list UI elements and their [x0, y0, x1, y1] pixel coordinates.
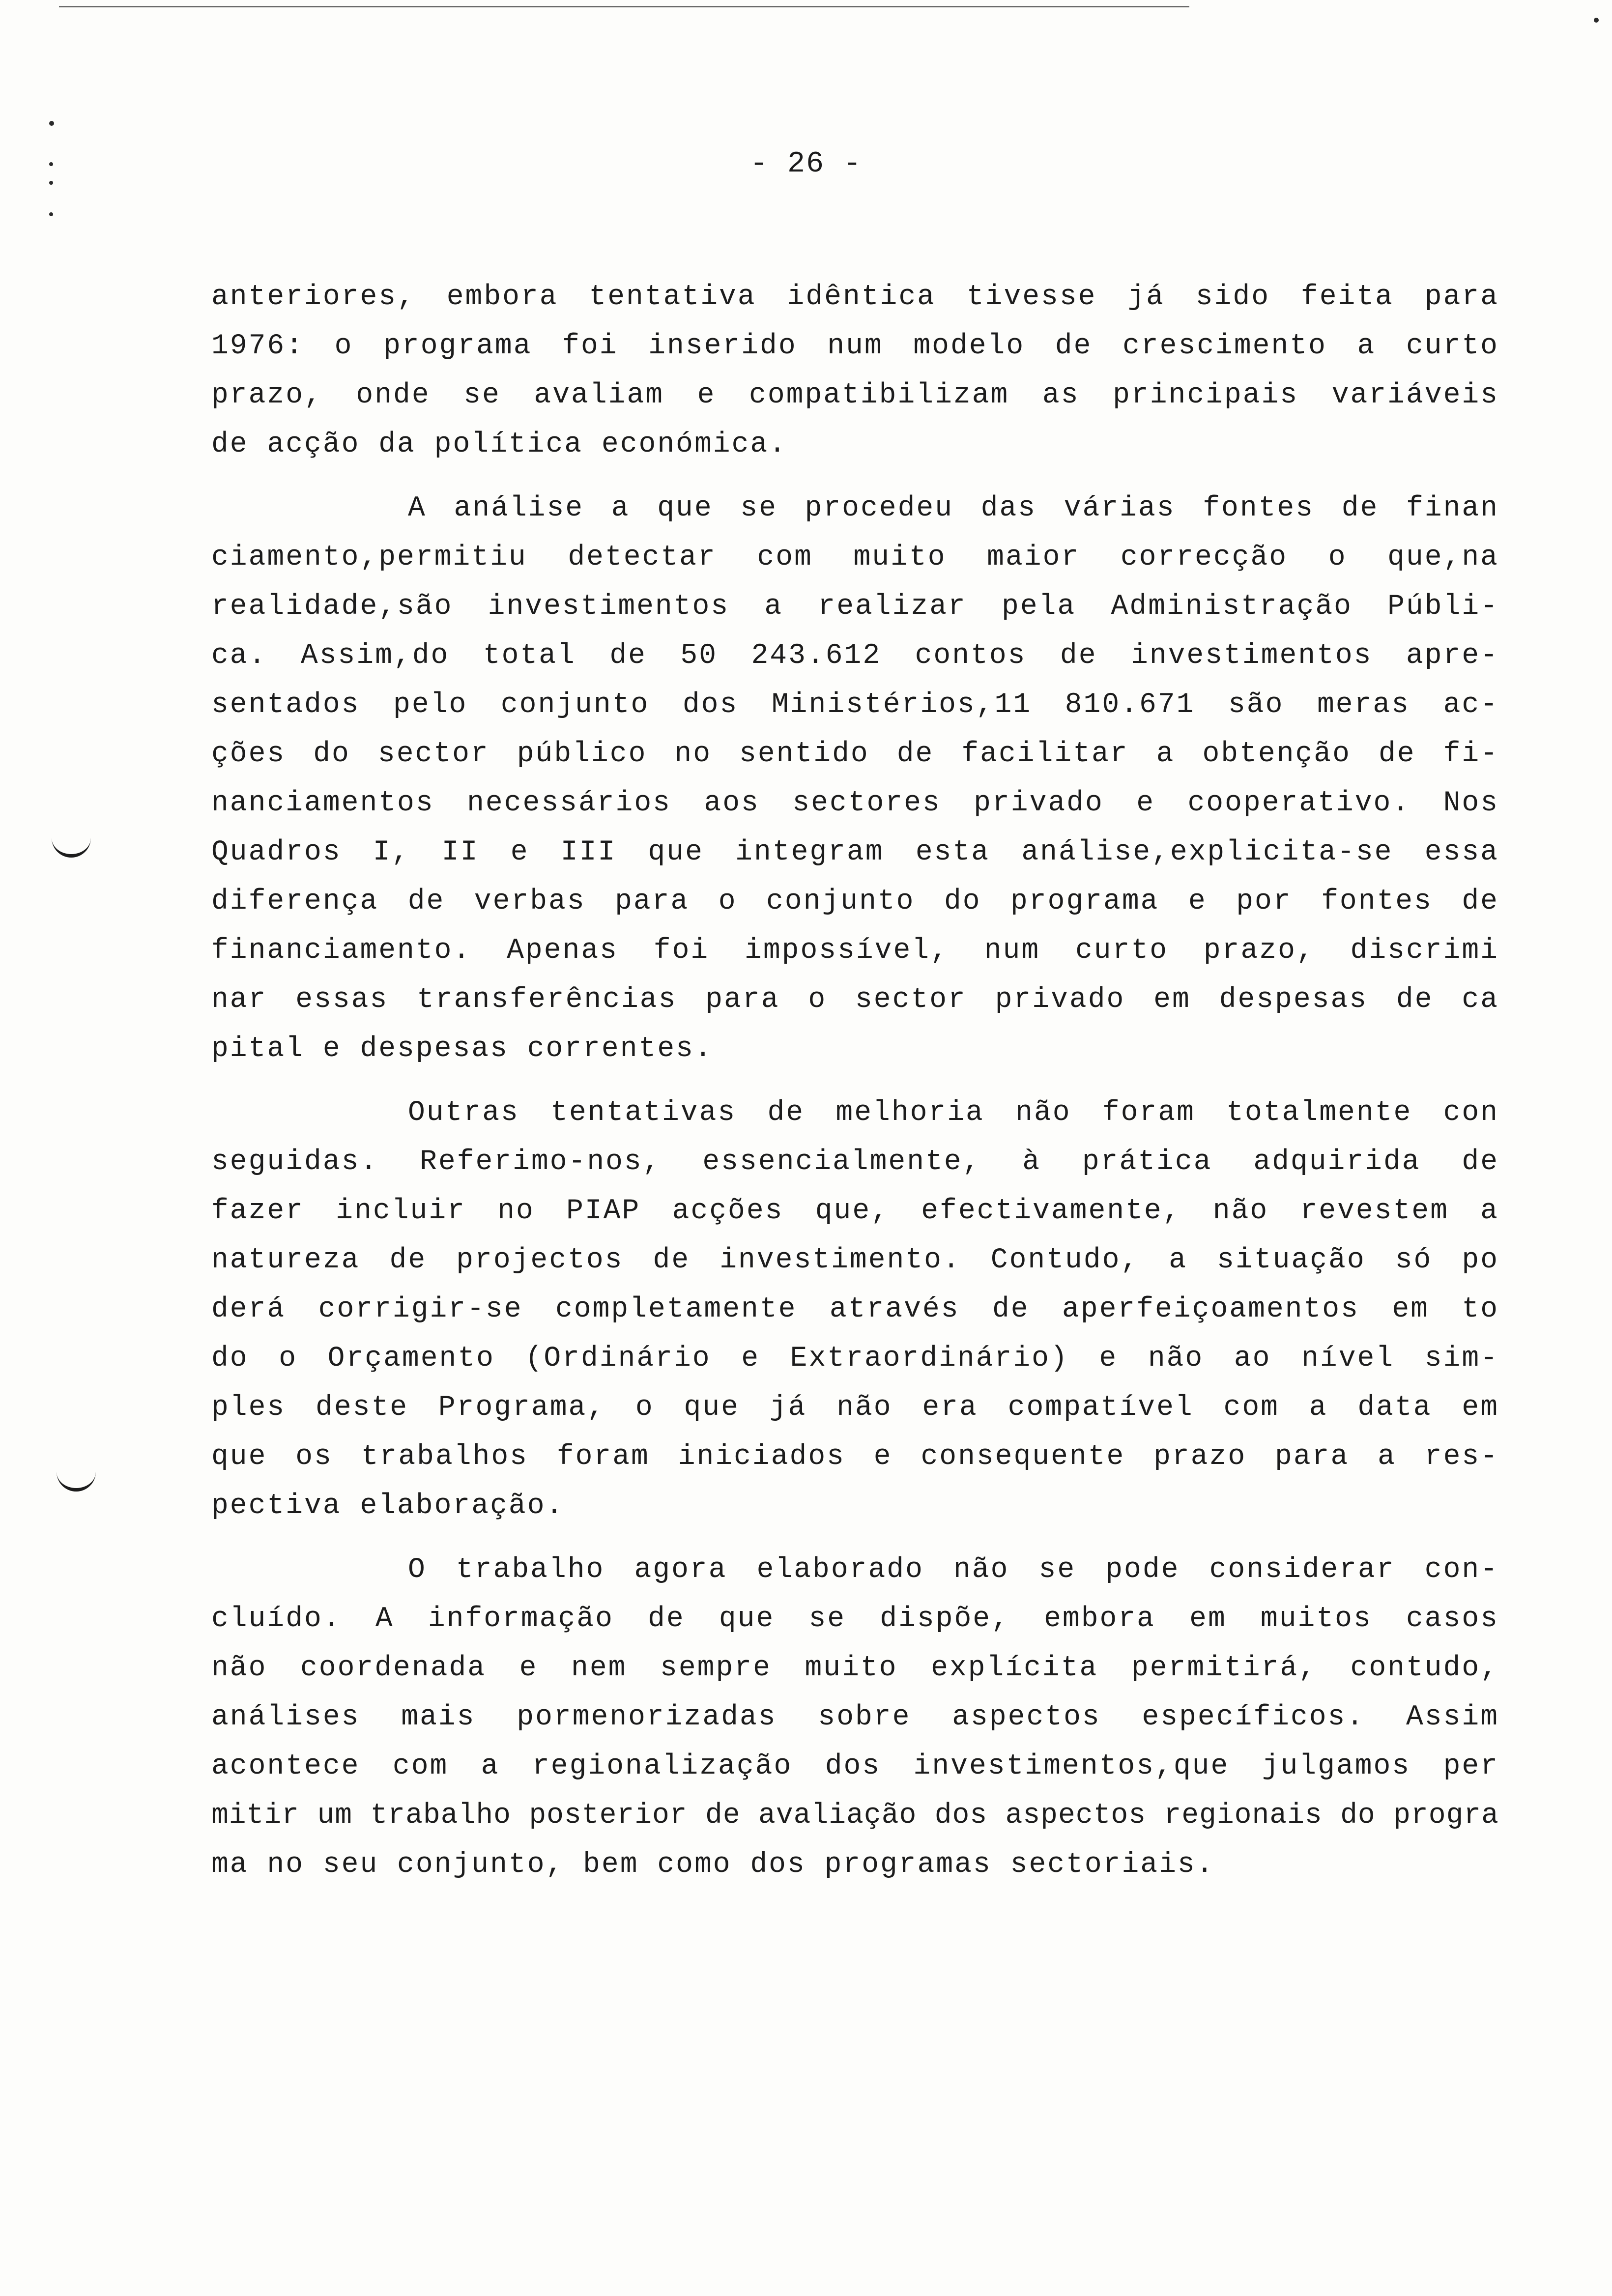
- text-line: acontece com a regionalização dos investimentos,que julgamos per: [211, 1751, 1499, 1782]
- text-line: sentados pelo conjunto dos Ministérios,11 810.671 são meras ac-: [211, 689, 1499, 721]
- text-line: do o Orçamento (Ordinário e Extraordinário) e não ao nível sim-: [211, 1343, 1499, 1375]
- binding-mark: [52, 835, 91, 858]
- body-text: [211, 273, 1499, 1890]
- scan-speck: [49, 212, 53, 216]
- paragraph-gap: [211, 1531, 1499, 1546]
- scan-speck: [49, 121, 54, 126]
- text-line: nar essas transferências para o sector privado em despesas de ca: [211, 984, 1499, 1016]
- binding-mark: [57, 1469, 96, 1492]
- text-line: ples deste Programa, o que já não era compatível com a data em: [211, 1392, 1499, 1424]
- text-line: ções do sector público no sentido de facilitar a obtenção de fi-: [211, 738, 1499, 770]
- text-line: mitir um trabalho posterior de avaliação dos aspectos regionais do progra: [211, 1800, 1499, 1832]
- paragraph-gap: [211, 1074, 1499, 1089]
- page-number: - 26 -: [749, 147, 863, 181]
- text-line: prazo, onde se avaliam e compatibilizam as principais variáveis: [211, 379, 1499, 411]
- text-line: ciamento,permitiu detectar com muito maior correcção o que,na: [211, 542, 1499, 574]
- text-line: derá corrigir-se completamente através de aperfeiçoamentos em to: [211, 1293, 1499, 1325]
- top-rule: [59, 6, 1189, 7]
- text-line: A análise a que se procedeu das várias fontes de finan: [408, 492, 1499, 524]
- text-line: ma no seu conjunto, bem como dos programas sectoriais.: [211, 1849, 1215, 1881]
- text-line: anteriores, embora tentativa idêntica tivesse já sido feita para: [211, 281, 1499, 313]
- text-line: natureza de projectos de investimento. Contudo, a situação só po: [211, 1244, 1499, 1276]
- text-line: O trabalho agora elaborado não se pode considerar con-: [408, 1554, 1499, 1586]
- text-line: de acção da política económica.: [211, 429, 787, 460]
- text-line: que os trabalhos foram iniciados e consequente prazo para a res-: [211, 1441, 1499, 1473]
- text-line: fazer incluir no PIAP acções que, efectivamente, não revestem a: [211, 1195, 1499, 1227]
- text-line: pital e despesas correntes.: [211, 1033, 713, 1065]
- scan-speck: [1594, 18, 1599, 23]
- text-line: realidade,são investimentos a realizar pela Administração Públi-: [211, 591, 1499, 623]
- text-line: 1976: o programa foi inserido num modelo de crescimento a curto: [211, 330, 1499, 362]
- text-line: Quadros I, II e III que integram esta análise,explicita-se essa: [211, 836, 1499, 868]
- text-line: pectiva elaboração.: [211, 1490, 565, 1522]
- text-line: cluído. A informação de que se dispõe, embora em muitos casos: [211, 1603, 1499, 1635]
- text-line: diferença de verbas para o conjunto do programa e por fontes de: [211, 886, 1499, 918]
- text-line: não coordenada e nem sempre muito explícita permitirá, contudo,: [211, 1652, 1499, 1684]
- scan-speck: [49, 181, 53, 185]
- text-line: seguidas. Referimo-nos, essencialmente, à prática adquirida de: [211, 1146, 1499, 1178]
- paragraph-gap: [211, 469, 1499, 484]
- text-line: nanciamentos necessários aos sectores privado e cooperativo. Nos: [211, 787, 1499, 819]
- text-line: financiamento. Apenas foi impossível, num curto prazo, discrimi: [211, 935, 1499, 967]
- text-line: análises mais pormenorizadas sobre aspectos específicos. Assim: [211, 1701, 1499, 1733]
- text-line: ca. Assim,do total de 50 243.612 contos de investimentos apre-: [211, 640, 1499, 672]
- text-line: Outras tentativas de melhoria não foram totalmente con: [408, 1097, 1499, 1129]
